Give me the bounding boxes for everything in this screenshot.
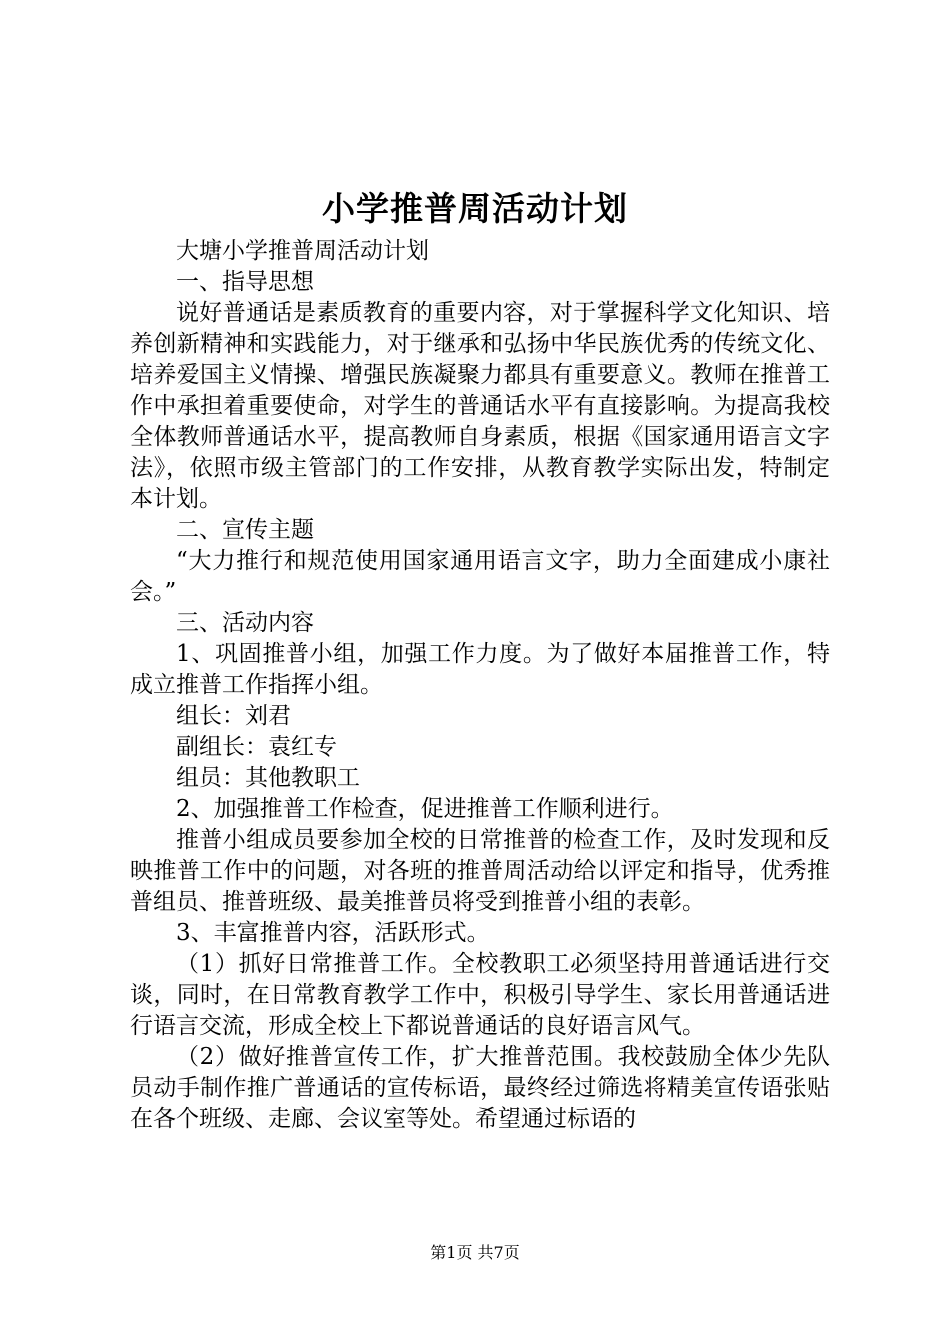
paragraph-item-2-detail: 推普小组成员要参加全校的日常推普的检查工作，及时发现和反映推普工作中的问题，对各班的推普周活动给以评定和指导，优秀推普组员、推普班级、最美推普员将受到推普小组的表彰。 [130, 827, 830, 915]
heading-guiding-ideology: 一、指导思想 [176, 269, 314, 295]
page-footer: 第1页 共7页 [430, 1243, 520, 1262]
paragraph-item-3-sub-1: （1）抓好日常推普工作。全校教职工必须坚持用普通话进行交谈，同时，在日常教育教学工作中，积极引导学生、家长用普通话进行语言交流，形成全校上下都说普通话的良好语言风气。 [130, 951, 830, 1039]
paragraph-publicity-theme: “大力推行和规范使用国家通用语言文字，助力全面建成小康社会。” [130, 548, 830, 605]
paragraph-school-plan-name: 大塘小学推普周活动计划 [176, 238, 429, 264]
heading-activity-content: 三、活动内容 [176, 610, 314, 636]
paragraph-item-1: 1、巩固推普小组，加强工作力度。为了做好本届推普工作，特成立推普工作指挥小组。 [130, 641, 830, 698]
paragraph-guiding-ideology: 说好普通话是素质教育的重要内容，对于掌握科学文化知识、培养创新精神和实践能力，对于继承和弘扬中华民族优秀的传统文化、培养爱国主义情操、增强民族凝聚力都具有重要意义。教师在推普工作中承担着重要使命，对学生的普通话水平有直接影响。为提高我校全体教师普通话水平，提高教师自身素质，根据《国家通用语言文字法》，依照市级主管部门的工作安排，从教育教学实际出发，特制定本计划。 [130, 300, 830, 512]
paragraph-item-3: 3、丰富推普内容，活跃形式。 [176, 920, 490, 946]
paragraph-deputy-leader: 副组长：袁红专 [176, 734, 337, 760]
paragraph-item-2: 2、加强推普工作检查，促进推普工作顺利进行。 [176, 796, 674, 822]
paragraph-group-leader: 组长：刘君 [176, 703, 291, 729]
paragraph-item-3-sub-2: （2）做好推普宣传工作，扩大推普范围。我校鼓励全体少先队员动手制作推广普通话的宣传标语，最终经过筛选将精美宣传语张贴在各个班级、走廊、会议室等处。希望通过标语的 [130, 1044, 830, 1132]
heading-publicity-theme: 二、宣传主题 [176, 517, 314, 543]
document-title: 小学推普周活动计划 [322, 189, 628, 228]
paragraph-group-members: 组员：其他教职工 [176, 765, 360, 791]
document-body [130, 236, 830, 1135]
